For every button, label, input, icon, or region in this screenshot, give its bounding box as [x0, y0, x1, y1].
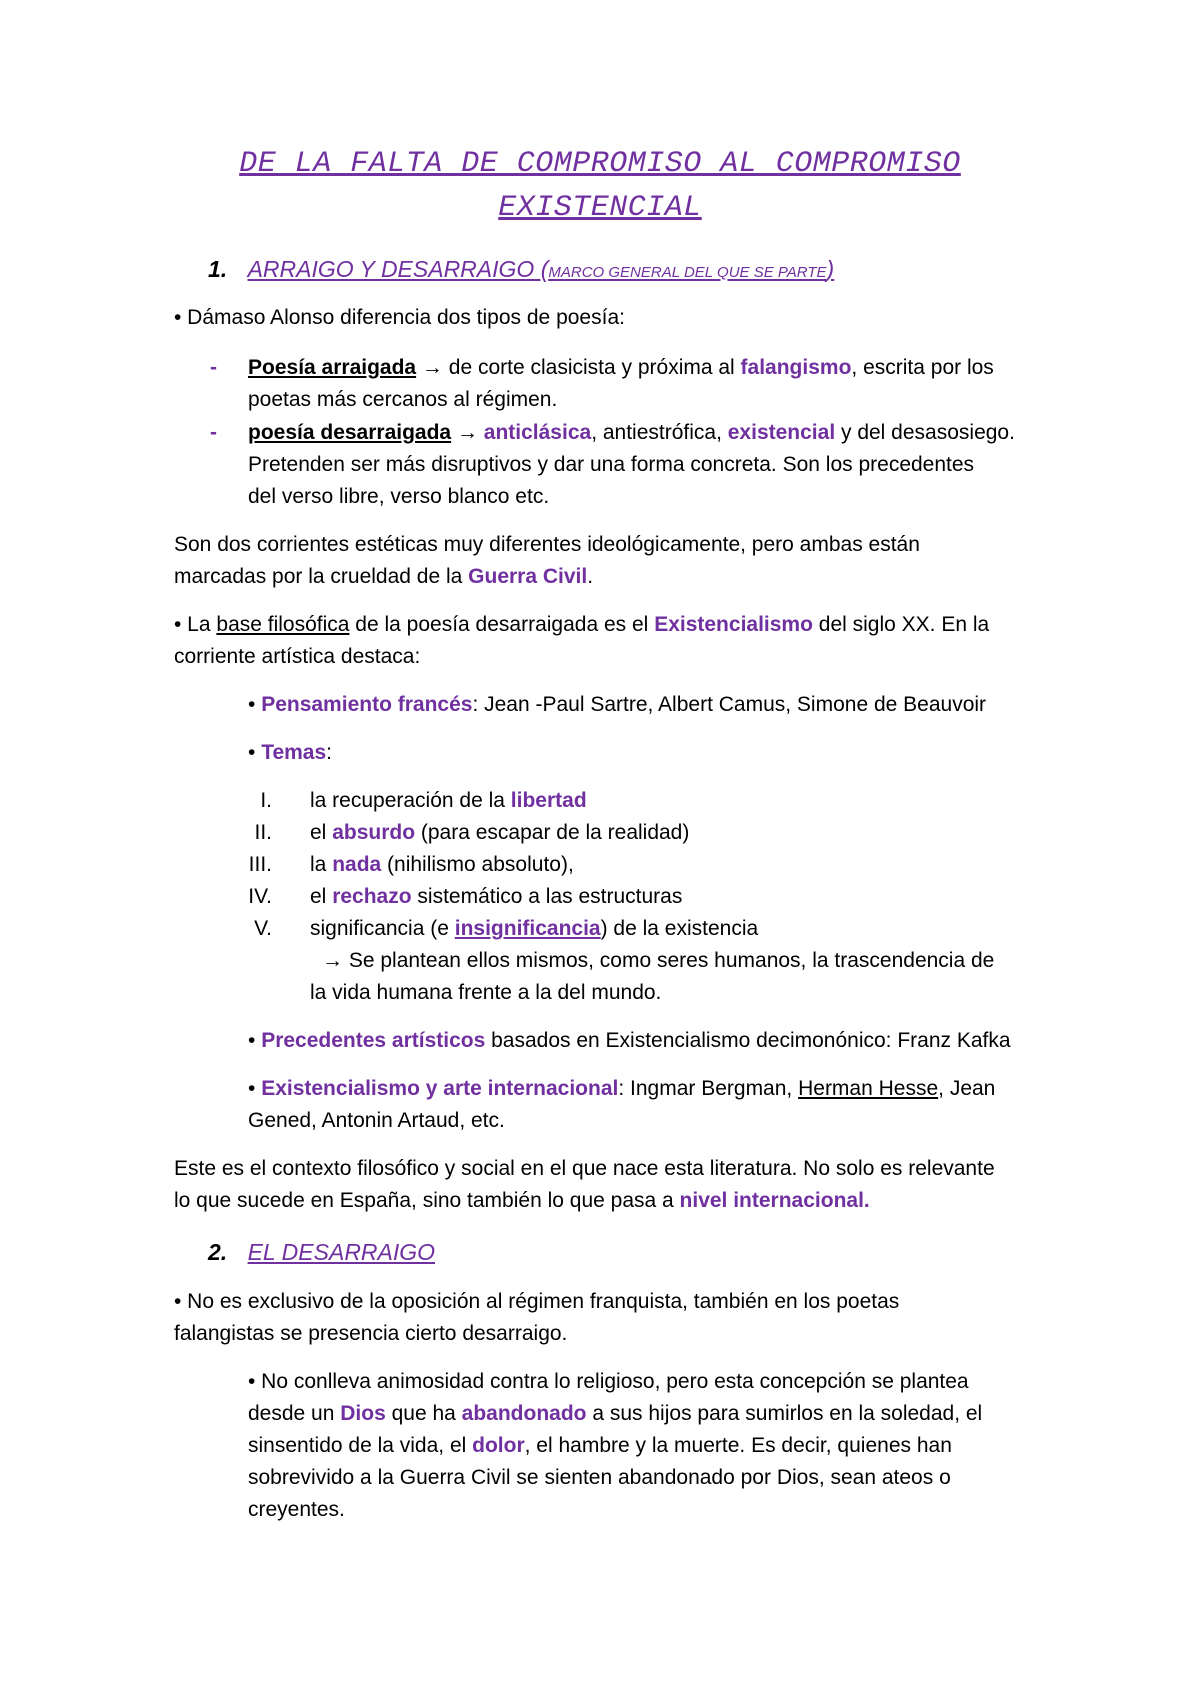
- tema-text: la: [310, 853, 333, 876]
- exclusivo-line-1: • No es exclusivo de la oposición al régimen franquista, también en los poetas: [174, 1290, 900, 1313]
- temas-colon: :: [326, 741, 333, 764]
- arraigada-line-2: poetas más cercanos al régimen.: [248, 388, 558, 411]
- keyword-absurdo: absurdo: [332, 821, 416, 844]
- section-1-title-text: ARRAIGO Y DESARRAIGO: [247, 256, 535, 282]
- tema-item-4: [310, 883, 682, 911]
- temas-note-line-2: la vida humana frente a la del mundo.: [310, 981, 662, 1004]
- section-2-heading: [208, 1237, 435, 1267]
- document-title-line-2: EXISTENCIAL: [498, 191, 702, 225]
- religioso-text-4: sinsentido de la vida, el: [248, 1434, 473, 1457]
- keyword-existencialismo: Existencialismo: [654, 613, 813, 636]
- tema-text-2: (para escapar de la realidad): [415, 821, 690, 844]
- keyword-pensamiento-frances: Pensamiento francés: [261, 693, 473, 716]
- section-1-title: [248, 256, 835, 282]
- tema-text: el: [310, 885, 333, 908]
- desarraigada-term: poesía desarraigada: [248, 421, 452, 444]
- pensamiento-text: : Jean -Paul Sartre, Albert Camus, Simone de Beauvoir: [472, 693, 987, 716]
- keyword-libertad: libertad: [510, 789, 587, 812]
- contexto-text: lo que sucede en España, sino también lo que pasa a: [174, 1189, 680, 1212]
- list-dash: -: [210, 421, 217, 444]
- intro-paragraph: • Dámaso Alonso diferencia dos tipos de poesía:: [174, 306, 625, 329]
- religioso-text-5: , el hambre y la muerte. Es decir, quienes han: [524, 1434, 952, 1457]
- tema-text: significancia (e: [310, 917, 455, 940]
- section-1-paren-close: ): [826, 256, 835, 282]
- bullet: •: [248, 1077, 262, 1100]
- tema-text-2: ) de la existencia: [600, 917, 759, 940]
- tema-text-2: (nihilismo absoluto),: [381, 853, 574, 876]
- religioso-text-2: que ha: [385, 1402, 462, 1425]
- bullet: •: [248, 1029, 262, 1052]
- arraigada-line-1: [248, 354, 994, 382]
- keyword-guerra-civil: Guerra Civil: [468, 565, 588, 588]
- desarraigada-line-2: Pretenden ser más disruptivos y dar una forma concreta. Son los precedentes: [248, 453, 975, 476]
- arte-line-1: [248, 1075, 995, 1103]
- pensamiento-item: [248, 691, 986, 719]
- keyword-insignificancia: insignificancia: [454, 917, 601, 940]
- arraigada-term: Poesía arraigada: [248, 356, 417, 379]
- roman-numeral: IV.: [248, 885, 272, 908]
- roman-numeral: I.: [260, 789, 272, 812]
- keyword-dios: Dios: [340, 1402, 386, 1425]
- section-1-heading: [208, 254, 834, 288]
- tema-text-2: sistemático a las estructuras: [411, 885, 683, 908]
- base-line-2: corriente artística destaca:: [174, 645, 421, 668]
- temas-item: [248, 739, 332, 767]
- keyword-rechazo: rechazo: [332, 885, 412, 908]
- tema-item-5: [310, 915, 758, 943]
- roman-numeral: III.: [248, 853, 272, 876]
- tema-item-2: [310, 819, 689, 847]
- keyword-dolor: dolor: [472, 1434, 525, 1457]
- arte-line-2: Gened, Antonin Artaud, etc.: [248, 1109, 505, 1132]
- bullet: •: [248, 693, 262, 716]
- list-dash: -: [210, 356, 217, 379]
- corrientes-line-1: Son dos corrientes estéticas muy diferentes ideológicamente, pero ambas están: [174, 533, 920, 556]
- keyword-precedentes-artisticos: Precedentes artísticos: [261, 1029, 486, 1052]
- base-text: • La: [174, 613, 217, 636]
- precedentes-text: basados en Existencialismo decimonónico: Franz Kafka: [485, 1029, 1011, 1052]
- contexto-line-1: Este es el contexto filosófico y social en el que nace esta literatura. No solo es relevante: [174, 1157, 995, 1180]
- religioso-line-1: • No conlleva animosidad contra lo religioso, pero esta concepción se plantea: [248, 1370, 969, 1393]
- keyword-anticlasica: anticlásica: [483, 421, 592, 444]
- section-2-title: EL DESARRAIGO: [247, 1239, 436, 1265]
- base-text-3: del siglo XX. En la: [812, 613, 990, 636]
- section-1-paren-open: (: [534, 256, 549, 282]
- keyword-nivel-internacional: nivel internacional.: [679, 1189, 870, 1212]
- document-title-line-1: DE LA FALTA DE COMPROMISO AL COMPROMISO: [239, 147, 961, 181]
- tema-text: el: [310, 821, 333, 844]
- religioso-text-3: a sus hijos para sumirlos en la soledad, el: [586, 1402, 983, 1425]
- tema-text: la recuperación de la: [310, 789, 511, 812]
- religioso-line-4: sobrevivido a la Guerra Civil se sienten abandonado por Dios, sean ateos o: [248, 1466, 951, 1489]
- tema-item-1: [310, 787, 587, 815]
- precedentes-item: [248, 1027, 1011, 1055]
- corrientes-line-2: [174, 563, 593, 591]
- tema-item-3: [310, 851, 574, 879]
- religioso-line-2: [248, 1400, 982, 1428]
- roman-numeral: V.: [254, 917, 272, 940]
- desarraigada-text-2: y del desasosiego.: [835, 421, 1015, 444]
- base-line-1: [174, 611, 989, 639]
- roman-numeral: II.: [254, 821, 272, 844]
- desarraigada-text: , antiestrófica,: [591, 421, 728, 444]
- keyword-existencial: existencial: [727, 421, 836, 444]
- arrow-icon: →: [416, 356, 449, 379]
- base-text-2: de la poesía desarraigada es el: [349, 613, 655, 636]
- herman-hesse: Herman Hesse: [798, 1077, 939, 1100]
- religioso-line-5: creyentes.: [248, 1498, 345, 1521]
- section-2-number: 2.: [208, 1239, 228, 1265]
- religioso-line-3: [248, 1432, 952, 1460]
- arraigada-text: de corte clasicista y próxima al: [448, 356, 741, 379]
- contexto-line-2: [174, 1187, 870, 1215]
- corrientes-text-2: .: [587, 565, 594, 588]
- section-1-subtitle: MARCO GENERAL DEL QUE SE PARTE: [548, 264, 827, 281]
- religioso-text: desde un: [248, 1402, 341, 1425]
- corrientes-text: marcadas por la crueldad de la: [174, 565, 469, 588]
- keyword-abandonado: abandonado: [461, 1402, 587, 1425]
- keyword-existencialismo-arte: Existencialismo y arte internacional: [261, 1077, 619, 1100]
- arraigada-text-2: , escrita por los: [851, 356, 994, 379]
- arrow-icon: →: [451, 421, 484, 444]
- arte-text: : Ingmar Bergman,: [618, 1077, 799, 1100]
- keyword-temas: Temas: [261, 741, 327, 764]
- base-filosofica: base filosófica: [216, 613, 350, 636]
- keyword-nada: nada: [332, 853, 382, 876]
- desarraigada-line-3: del verso libre, verso blanco etc.: [248, 485, 550, 508]
- desarraigada-line-1: [248, 419, 1015, 447]
- exclusivo-line-2: falangistas se presencia cierto desarraigo.: [174, 1322, 568, 1345]
- keyword-falangismo: falangismo: [740, 356, 852, 379]
- bullet: •: [248, 741, 262, 764]
- section-1-number: 1.: [208, 256, 228, 282]
- arte-text-2: , Jean: [938, 1077, 996, 1100]
- temas-note-line-1: → Se plantean ellos mismos, como seres humanos, la trascendencia de: [322, 949, 995, 972]
